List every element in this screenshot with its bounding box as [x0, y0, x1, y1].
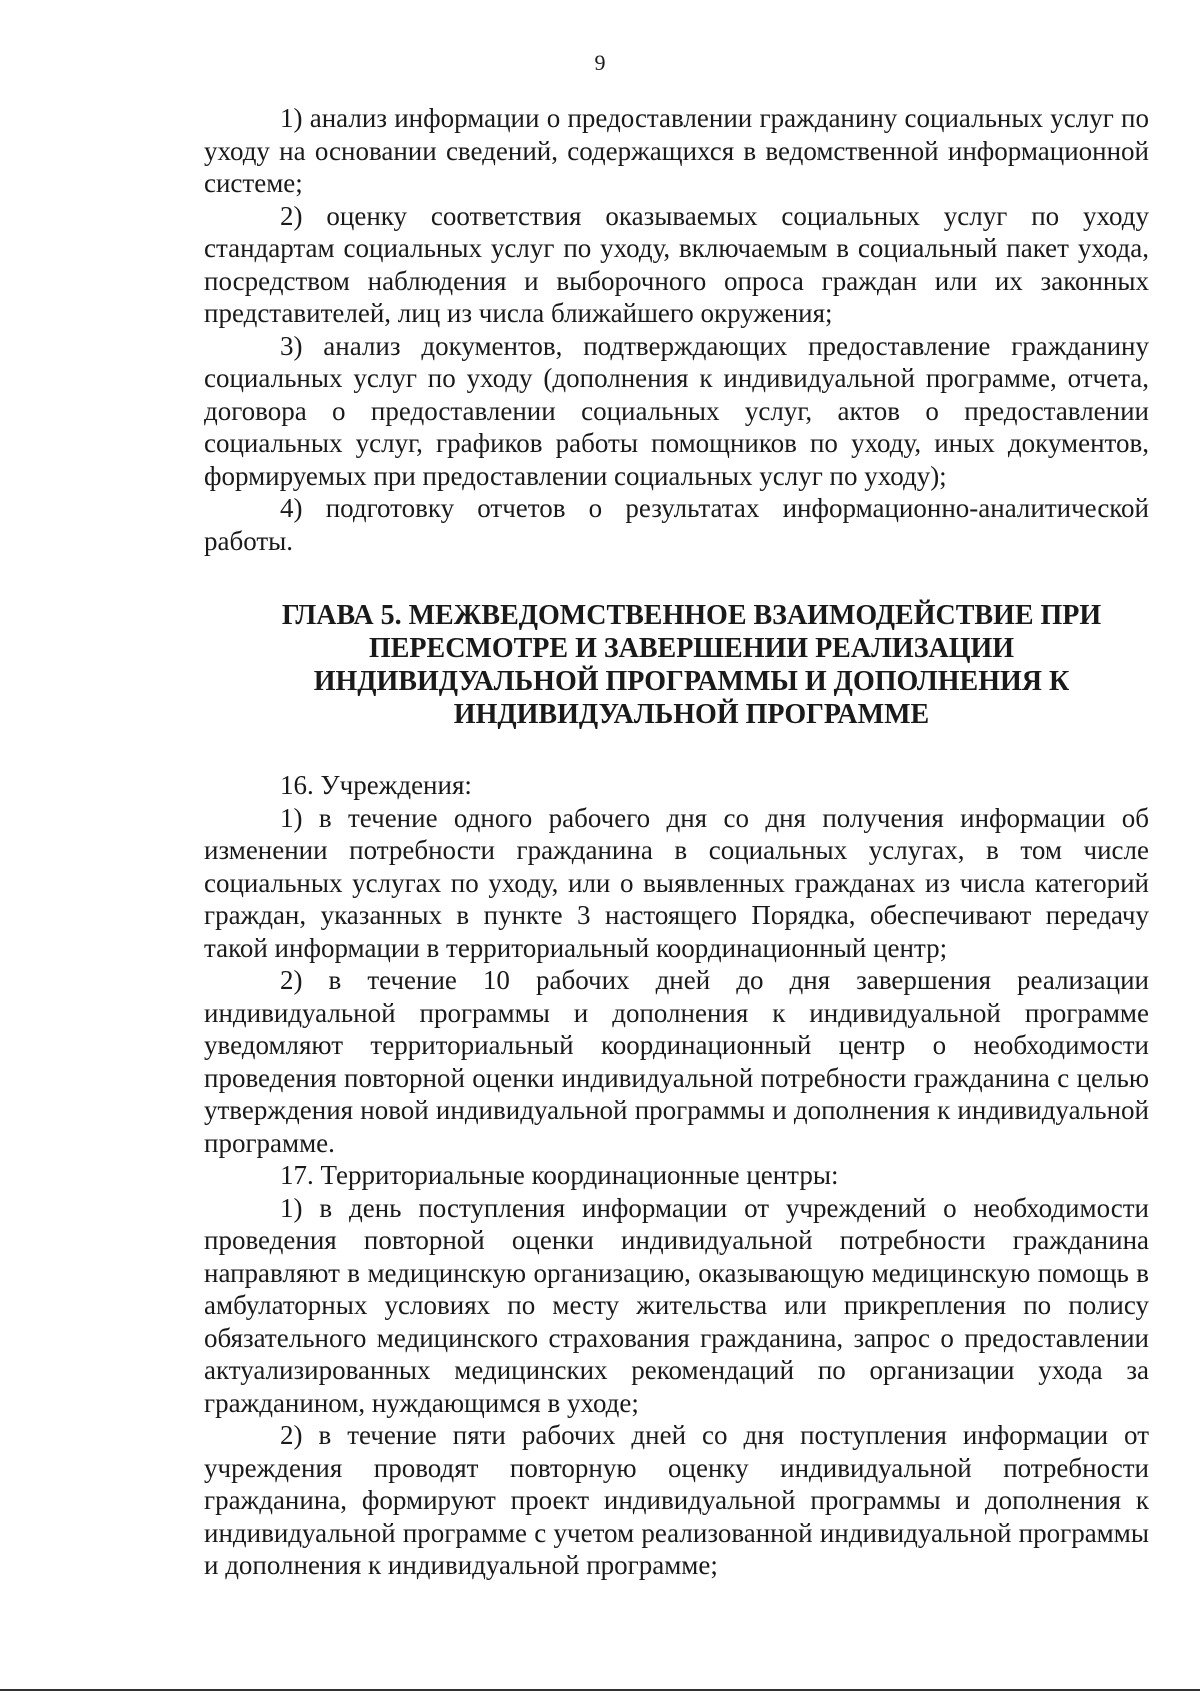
section-17-heading: 17. Территориальные координационные центры:	[280, 1160, 839, 1190]
section-17-item-2: 2) в течение пяти рабочих дней со дня поступления информации от учреждения проводят повторную оценку индивидуальной потребности гражданина, формируют проект индивидуальной программы и дополнения к индивидуальной программе с учетом реализованной индивидуальной программы и дополнения к индивидуальной программе;	[204, 1420, 1149, 1580]
chapter-heading: ГЛАВА 5. МЕЖВЕДОМСТВЕННОЕ ВЗАИМОДЕЙСТВИЕ ПРИ ПЕРЕСМОТРЕ И ЗАВЕРШЕНИИ РЕАЛИЗАЦИИ ИНДИВИДУАЛЬНОЙ ПРОГРАММЫ И ДОПОЛНЕНИЯ К ИНДИВИДУАЛЬНОЙ ПРОГРАММЕ	[281, 600, 1102, 730]
section-16-item-2: 2) в течение 10 рабочих дней до дня завершения реализации индивидуальной программы и дополнения к индивидуальной программе уведомляют территориальный координационный центр о необходимости проведения повторной оценки индивидуальной потребности гражданина с целью утверждения новой индивидуальной программы и дополнения к индивидуальной программе.	[204, 965, 1149, 1158]
paragraph-item-3-documents: 3) анализ документов, подтверждающих предоставление гражданину социальных услуг по уходу (дополнения к индивидуальной программе, отчета, договора о предоставлении социальных услуг, актов о предоставлении социальных услуг, графиков работы помощников по уходу, иных документов, формируемых при предоставлении социальных услуг по уходу);	[204, 330, 1149, 491]
section-16-heading: 16. Учреждения:	[280, 770, 472, 800]
paragraph-item-4-reports: 4) подготовку отчетов о результатах информационно-аналитической работы.	[204, 493, 1149, 556]
document-body	[204, 102, 1149, 1582]
section-17-item-1: 1) в день поступления информации от учреждений о необходимости проведения повторной оценки индивидуальной потребности гражданина направляют в медицинскую организацию, оказывающую медицинскую помощь в амбулаторных условиях по месту жительства или прикрепления по полису обязательного медицинского страхования гражданина, запрос о предоставлении актуализированных медицинских рекомендаций по организации ухода за гражданином, нуждающимся в уходе;	[204, 1192, 1149, 1418]
page-number: 9	[594, 50, 606, 75]
paragraph-item-1-analysis: 1) анализ информации о предоставлении гражданину социальных услуг по уходу на основании сведений, содержащихся в ведомственной информационной системе;	[204, 103, 1149, 198]
paragraph-item-2-assessment: 2) оценку соответствия оказываемых социальных услуг по уходу стандартам социальных услуг по уходу, включаемым в социальный пакет ухода, посредством наблюдения и выборочного опроса граждан или их законных представителей, лиц из числа ближайшего окружения;	[204, 200, 1149, 328]
section-16-item-1: 1) в течение одного рабочего дня со дня получения информации об изменении потребности гражданина в социальных услугах, в том числе социальных услугах по уходу, или о выявленных гражданах из числа категорий граждан, указанных в пункте 3 настоящего Порядка, обеспечивают передачу такой информации в территориальный координационный центр;	[204, 802, 1149, 963]
bottom-scan-edge	[0, 1689, 1200, 1691]
